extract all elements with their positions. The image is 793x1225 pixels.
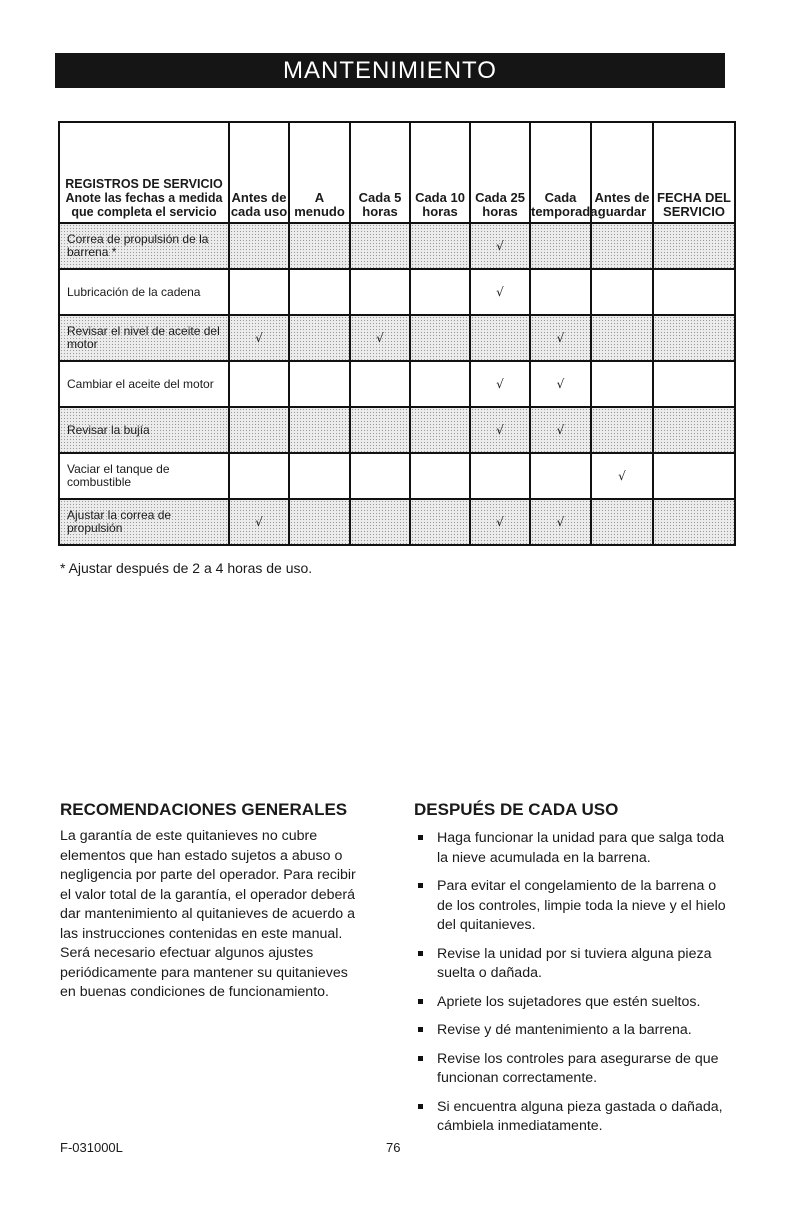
column-header: FECHA DEL SERVICIO xyxy=(653,122,735,223)
list-item-text: Haga funcionar la unidad para que salga toda la nieve acumulada en la barrena. xyxy=(437,830,725,866)
document-code: F-031000L xyxy=(60,1140,123,1155)
check-cell xyxy=(229,361,289,407)
list-item xyxy=(412,877,732,936)
check-cell xyxy=(470,453,530,499)
column-header: REGISTROS DE SERVICIO Anote las fechas a medida que completa el servicio xyxy=(59,122,229,223)
check-cell xyxy=(289,223,350,269)
task-label: Vaciar el tanque de combustible xyxy=(59,453,229,499)
check-cell: √ xyxy=(530,499,591,545)
table-footnote: * Ajustar después de 2 a 4 horas de uso. xyxy=(60,560,313,576)
task-label: Revisar el nivel de aceite del motor xyxy=(59,315,229,361)
list-item xyxy=(412,993,732,1013)
column-header: Antes de guardar xyxy=(591,122,653,223)
column-header: Antes de cada uso xyxy=(229,122,289,223)
check-cell: √ xyxy=(530,407,591,453)
page-number: 76 xyxy=(386,1140,401,1155)
page-title: MANTENIMIENTO xyxy=(55,53,725,88)
check-cell xyxy=(350,361,410,407)
list-item xyxy=(412,945,732,984)
check-cell xyxy=(410,315,470,361)
date-cell xyxy=(653,361,735,407)
check-cell xyxy=(591,223,653,269)
list-item xyxy=(412,1050,732,1089)
task-label: Revisar la bujía xyxy=(59,407,229,453)
list-item-text: Si encuentra alguna pieza gastada o dañada, cámbiela inmediatamente. xyxy=(437,1098,723,1134)
table-row xyxy=(59,269,735,315)
check-cell: √ xyxy=(229,315,289,361)
list-item-text: Revise la unidad por si tuviera alguna pieza suelta o dañada. xyxy=(437,945,712,981)
list-item-text: Apriete los sujetadores que estén sueltos. xyxy=(437,993,701,1010)
column-header: Cada 25 horas xyxy=(470,122,530,223)
check-cell: √ xyxy=(229,499,289,545)
date-cell xyxy=(653,407,735,453)
list-item-text: Revise y dé mantenimiento a la barrena. xyxy=(437,1022,692,1038)
check-cell xyxy=(350,499,410,545)
list-item xyxy=(412,829,732,868)
bullet-icon xyxy=(418,999,423,1004)
check-cell xyxy=(229,453,289,499)
bullet-icon xyxy=(418,883,423,888)
check-cell: √ xyxy=(350,315,410,361)
paragraph-warranty: La garantía de este quitanieves no cubre elementos que han estado sujetos a abuso o negligencia por parte del operador. Para recibir el valor total de la garantía, el operador deberá dar mantenimiento al quitanieves de acuerdo a las instrucciones contenidas en este manual. xyxy=(60,828,356,942)
check-cell xyxy=(229,223,289,269)
task-label: Ajustar la correa de propulsión xyxy=(59,499,229,545)
service-record-table xyxy=(58,121,736,546)
check-cell xyxy=(410,499,470,545)
check-cell xyxy=(591,361,653,407)
section-title-recomendaciones: RECOMENDACIONES GENERALES xyxy=(60,800,348,819)
check-cell xyxy=(410,407,470,453)
check-cell: √ xyxy=(470,499,530,545)
list-item xyxy=(412,1098,732,1137)
bullet-icon xyxy=(418,835,423,840)
table-row xyxy=(59,453,735,499)
check-cell xyxy=(591,499,653,545)
date-cell xyxy=(653,315,735,361)
bullet-icon xyxy=(418,951,423,956)
list-item-text: Revise los controles para asegurarse de que funcionan correctamente. xyxy=(437,1050,719,1086)
check-cell xyxy=(530,453,591,499)
list-item xyxy=(412,1021,732,1041)
check-cell xyxy=(350,223,410,269)
list-item-text: Para evitar el congelamiento de la barrena o de los controles, limpie toda la nieve y el hielo del quitanieves. xyxy=(437,878,726,933)
table-row xyxy=(59,315,735,361)
check-cell xyxy=(410,361,470,407)
check-cell: √ xyxy=(591,453,653,499)
date-cell xyxy=(653,269,735,315)
check-cell xyxy=(289,361,350,407)
task-label: Lubricación de la cadena xyxy=(59,269,229,315)
check-cell xyxy=(229,407,289,453)
bullet-icon xyxy=(418,1104,423,1109)
check-cell xyxy=(350,407,410,453)
check-cell xyxy=(289,269,350,315)
check-cell xyxy=(410,223,470,269)
check-cell xyxy=(410,269,470,315)
check-cell xyxy=(591,269,653,315)
after-use-list xyxy=(412,829,732,1146)
check-cell xyxy=(350,453,410,499)
check-cell xyxy=(289,407,350,453)
check-cell xyxy=(350,269,410,315)
bullet-icon xyxy=(418,1056,423,1061)
check-cell xyxy=(591,315,653,361)
section-title-despues: DESPUÉS DE CADA USO xyxy=(414,800,619,819)
table-row xyxy=(59,407,735,453)
column-header: A menudo xyxy=(289,122,350,223)
table-row xyxy=(59,499,735,545)
paragraph-adjustments: Será necesario efectuar algunos ajustes periódicamente para mantener su quitanieves en buenas condiciones de funcionamiento. xyxy=(60,945,348,1000)
check-cell: √ xyxy=(470,407,530,453)
check-cell: √ xyxy=(530,315,591,361)
check-cell xyxy=(289,453,350,499)
check-cell: √ xyxy=(470,223,530,269)
task-label: Cambiar el aceite del motor xyxy=(59,361,229,407)
check-cell xyxy=(530,269,591,315)
task-label: Correa de propulsión de la barrena * xyxy=(59,223,229,269)
check-cell xyxy=(289,499,350,545)
check-cell xyxy=(530,223,591,269)
date-cell xyxy=(653,453,735,499)
check-cell xyxy=(591,407,653,453)
column-header: Cada 10 horas xyxy=(410,122,470,223)
table-row xyxy=(59,361,735,407)
date-cell xyxy=(653,223,735,269)
check-cell xyxy=(470,315,530,361)
check-cell xyxy=(289,315,350,361)
check-cell: √ xyxy=(470,361,530,407)
check-cell: √ xyxy=(530,361,591,407)
check-cell: √ xyxy=(470,269,530,315)
column-header: Cada temporada xyxy=(530,122,591,223)
check-cell xyxy=(229,269,289,315)
check-cell xyxy=(410,453,470,499)
date-cell xyxy=(653,499,735,545)
column-header: Cada 5 horas xyxy=(350,122,410,223)
bullet-icon xyxy=(418,1027,423,1032)
table-row xyxy=(59,223,735,269)
